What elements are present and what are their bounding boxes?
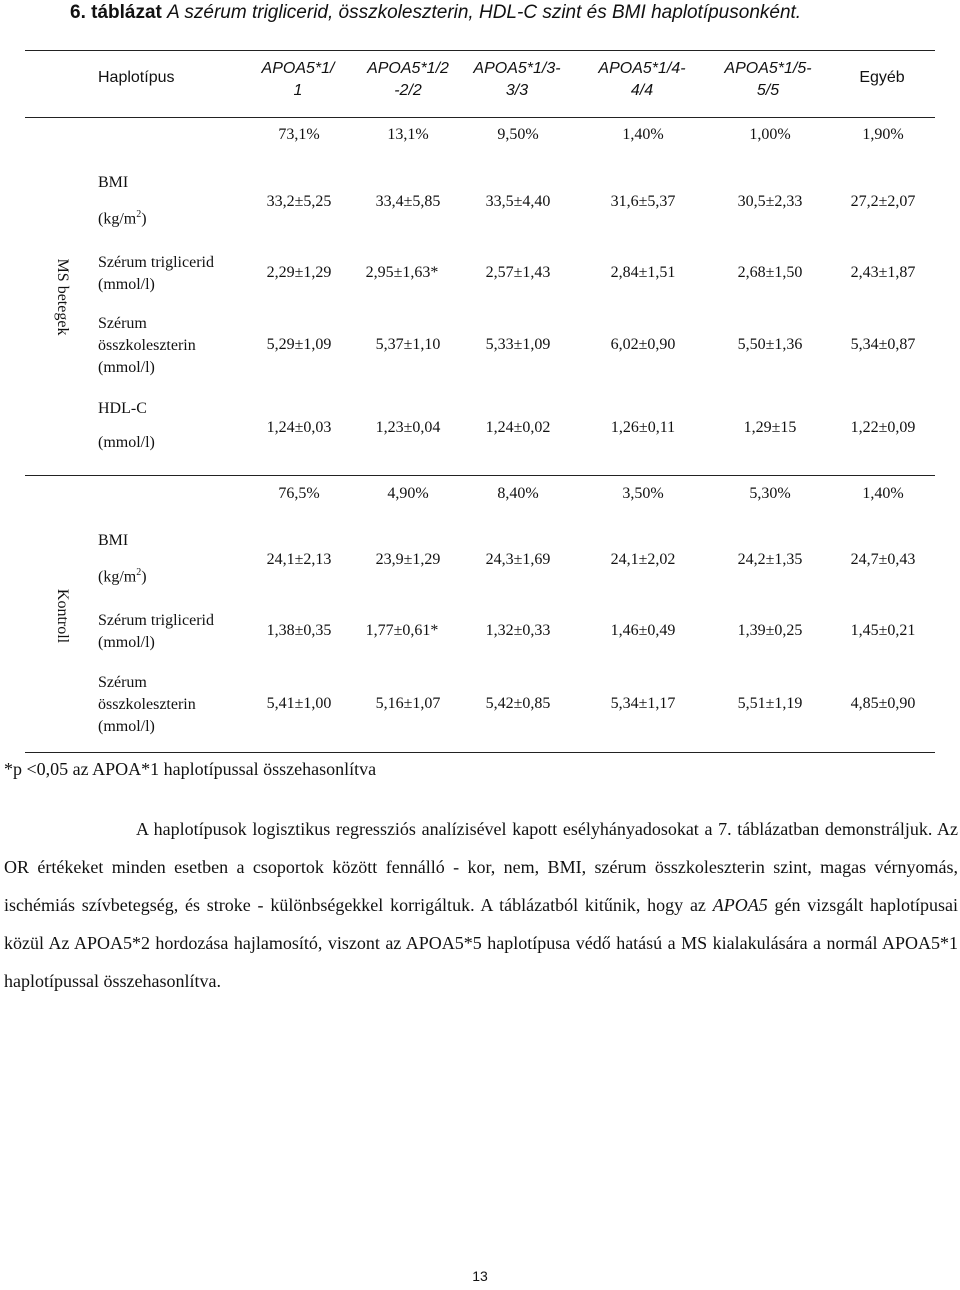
table-cell: 31,6±5,37	[610, 193, 676, 210]
table-cell: 5,50±1,36	[737, 336, 803, 353]
table-cell: 1,32±0,33	[485, 622, 551, 639]
row-label-hdl-c: HDL-C (mmol/l)	[98, 400, 155, 451]
header-bottom-rule	[25, 117, 935, 118]
table-cell: 33,4±5,85	[375, 193, 441, 210]
table-cell: 2,29±1,29	[266, 264, 332, 281]
ms-frequency: 1,90%	[862, 126, 904, 143]
column-header-apoa5-5: APOA5*1/5- 5/5	[724, 60, 812, 99]
table-cell: 2,68±1,50	[737, 264, 803, 281]
table-cell: 5,29±1,09	[266, 336, 332, 353]
table-cell: 30,5±2,33	[737, 193, 803, 210]
control-frequency: 1,40%	[862, 485, 904, 502]
table-cell: 1,24±0,02	[485, 419, 551, 436]
group-separator-rule	[25, 475, 935, 476]
column-header-apoa5-1: APOA5*1/ 1	[261, 60, 335, 99]
table-title	[70, 0, 950, 26]
table-cell: 1,23±0,04	[375, 419, 441, 436]
table-cell: 1,45±0,21	[850, 622, 916, 639]
table-cell: 1,29±15	[743, 419, 797, 436]
ms-frequency: 9,50%	[497, 126, 539, 143]
table-cell: 5,41±1,00	[266, 695, 332, 712]
table-cell: 33,2±5,25	[266, 193, 332, 210]
table-cell: 1,46±0,49	[610, 622, 676, 639]
control-frequency: 8,40%	[497, 485, 539, 502]
ms-frequency: 73,1%	[278, 126, 320, 143]
table-cell: 1,39±0,25	[737, 622, 803, 639]
table-cell: 4,85±0,90	[850, 695, 916, 712]
table-bottom-rule	[25, 752, 935, 753]
column-header-apoa5-2: APOA5*1/2 -2/2	[367, 60, 449, 99]
table-cell: 1,24±0,03	[266, 419, 332, 436]
table-footnote: *p <0,05 az APOA*1 haplotípussal összehasonlítva	[4, 759, 377, 779]
table-cell: 5,33±1,09	[485, 336, 551, 353]
control-frequency: 5,30%	[749, 485, 791, 502]
group-label-control: Kontroll	[54, 588, 71, 644]
table-cell: 1,38±0,35	[266, 622, 332, 639]
ms-frequency: 13,1%	[387, 126, 429, 143]
table-cell: 5,37±1,10	[375, 336, 441, 353]
table-cell: 2,43±1,87	[850, 264, 916, 281]
table-cell: 24,7±0,43	[850, 551, 916, 568]
page-number: 13	[472, 1268, 488, 1284]
row-label-bmi: BMI $(kg/m^2)$	[98, 174, 147, 228]
table-cell: 27,2±2,07	[850, 193, 916, 210]
table-caption: A szérum triglicerid, összkoleszterin, HDL-C szint és BMI haplotípusonként.	[167, 2, 802, 23]
table-cell: 24,1±2,02	[610, 551, 676, 568]
table-cell: 1,77±0,61*	[365, 622, 439, 639]
row-label-triglyceride: Szérum triglicerid (mmol/l)	[98, 254, 214, 293]
table-cell: 5,34±0,87	[850, 336, 916, 353]
table-cell: 2,95±1,63*	[365, 264, 439, 281]
table-cell: 2,84±1,51	[610, 264, 676, 281]
row-label-bmi: BMI $(kg/m^2)$	[98, 532, 147, 586]
table-cell: 6,02±0,90	[610, 336, 676, 353]
table-top-rule	[25, 50, 935, 51]
table-number: 6. táblázat	[70, 2, 162, 23]
row-label-total-cholesterol: Szérum összkoleszterin (mmol/l)	[98, 315, 196, 376]
table-cell: 1,22±0,09	[850, 419, 916, 436]
control-frequency: 3,50%	[622, 485, 664, 502]
row-label-total-cholesterol: Szérum összkoleszterin (mmol/l)	[98, 674, 196, 735]
table-cell: 24,2±1,35	[737, 551, 803, 568]
control-frequency: 76,5%	[278, 485, 320, 502]
column-header-other: Egyéb	[859, 69, 905, 86]
column-header-apoa5-3: APOA5*1/3- 3/3	[473, 60, 561, 99]
column-header-apoa5-4: APOA5*1/4- 4/4	[598, 60, 686, 99]
table-cell: 33,5±4,40	[485, 193, 551, 210]
body-paragraph: A haplotípusok logisztikus regressziós analízisével kapott esélyhányadosokat a 7. táblázatban demonstráljuk. Az OR értékeket minden esetben a csoportok között fennálló - kor, nem, BMI, szérum összkoleszterin szint, magas vérnyomás, ischémiás szívbetegség, és stroke - különbségekkel korrigáltuk. A táblázatból kitűnik, hogy az APOA5 gén vizsgált haplotípusai közül Az APOA5*2 hordozása hajlamosító, viszont az APOA5*5 haplotípusa védő hatású a MS kialakulására a normál APOA5*1 haplotípussal összehasonlítva.	[4, 819, 958, 991]
table-cell: 5,16±1,07	[375, 695, 441, 712]
table-cell: 24,1±2,13	[266, 551, 332, 568]
group-label-ms: MS betegek	[54, 258, 71, 336]
table-cell: 2,57±1,43	[485, 264, 551, 281]
table-cell: 23,9±1,29	[375, 551, 441, 568]
control-frequency: 4,90%	[387, 485, 429, 502]
table-cell: 5,42±0,85	[485, 695, 551, 712]
ms-frequency: 1,00%	[749, 126, 791, 143]
table-cell: 24,3±1,69	[485, 551, 551, 568]
row-label-triglyceride: Szérum triglicerid (mmol/l)	[98, 612, 214, 651]
haplotype-header: Haplotípus	[98, 69, 175, 86]
table-cell: 5,51±1,19	[737, 695, 803, 712]
ms-frequency: 1,40%	[622, 126, 664, 143]
table-cell: 5,34±1,17	[610, 695, 676, 712]
table-cell: 1,26±0,11	[610, 419, 676, 436]
